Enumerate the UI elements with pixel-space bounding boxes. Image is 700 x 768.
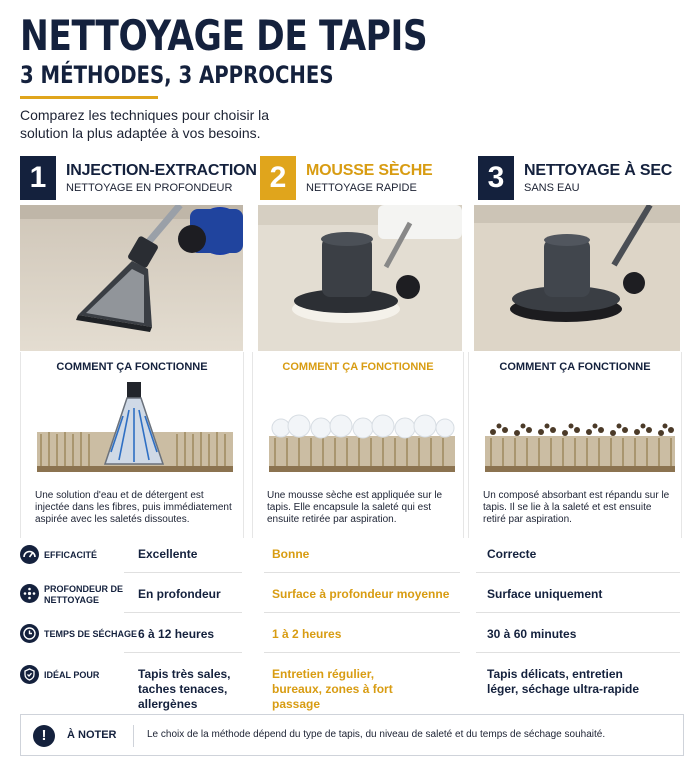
attribute-label: IDÉAL POUR: [44, 670, 100, 680]
attribute-row-sechage: [20, 614, 680, 654]
attribute-value: Entretien régulier, bureaux, zones à fort passage: [272, 667, 393, 711]
note-box: [20, 714, 684, 756]
method-1-subtitle: NETTOYAGE EN PROFONDEUR: [66, 182, 233, 194]
attribute-row-profondeur: [20, 574, 680, 614]
depth-dots-icon: [20, 584, 39, 603]
row-divider: [476, 612, 680, 613]
attribute-value: Bonne: [272, 547, 310, 561]
method-3-title: NETTOYAGE À SEC: [524, 162, 673, 179]
method-3-number: 3: [478, 156, 514, 200]
extraction-wand-icon: [20, 205, 243, 351]
method-2-title: MOUSSE SÈCHE: [306, 162, 433, 179]
row-divider: [124, 612, 242, 613]
attribute-value: 30 à 60 minutes: [487, 627, 577, 641]
method-3-header: [478, 156, 693, 200]
page-subtitle: 3 MÉTHODES, 3 APPROCHES: [20, 61, 334, 89]
attribute-value: 6 à 12 heures: [138, 627, 215, 641]
title-underline: [20, 96, 158, 99]
attribute-value: En profondeur: [138, 587, 221, 601]
method-2-subtitle: NETTOYAGE RAPIDE: [306, 182, 417, 194]
method-3-photo: [474, 205, 680, 351]
gauge-icon: [20, 545, 39, 564]
note-divider: [133, 725, 134, 747]
attribute-value: Tapis délicats, entretien léger, séchage ultra-rapide: [487, 667, 640, 696]
row-divider: [124, 572, 242, 573]
attribute-value: Correcte: [487, 547, 537, 561]
exclamation-icon: !: [33, 725, 55, 747]
method-2-how-title: COMMENT ÇA FONCTIONNE: [282, 361, 434, 373]
method-1-title: INJECTION-EXTRACTION: [66, 162, 257, 179]
foam-machine-icon: [258, 205, 462, 351]
row-divider: [264, 652, 460, 653]
method-3-subtitle: SANS EAU: [524, 182, 580, 194]
method-1-how-title: COMMENT ÇA FONCTIONNE: [56, 361, 208, 373]
method-2-header: [260, 156, 475, 200]
method-2-number: 2: [260, 156, 296, 200]
row-divider: [124, 652, 242, 653]
dry-compound-diagram: [485, 382, 681, 474]
method-1-how-desc: Une solution d'eau et de détergent est injectée dans les fibres, puis immédiatement aspirée avec les saletés dissoutes.: [35, 490, 232, 525]
attribute-row-efficacite: [20, 538, 680, 574]
clock-icon: [20, 624, 39, 643]
attribute-value: Surface à profondeur moyenne: [272, 587, 450, 601]
method-3-how-title: COMMENT ÇA FONCTIONNE: [499, 361, 651, 373]
header: [20, 12, 680, 142]
dry-foam-diagram: [269, 382, 465, 474]
injection-extraction-diagram: [37, 382, 233, 474]
shield-check-icon: [20, 665, 39, 684]
row-divider: [476, 572, 680, 573]
method-2-photo: [258, 205, 462, 351]
intro-text: Comparez les techniques pour choisir la solution la plus adaptée à vos besoins.: [20, 107, 270, 141]
method-2-how-panel: [252, 352, 464, 538]
method-1-how-panel: [20, 352, 244, 538]
method-1-header: [20, 156, 257, 200]
method-1-number: 1: [20, 156, 56, 200]
attribute-value: 1 à 2 heures: [272, 627, 342, 641]
method-2-how-desc: Une mousse sèche est appliquée sur le tapis. Elle encapsule la saleté qui est ensuite retirée par aspiration.: [267, 490, 443, 525]
method-3-how-desc: Un composé absorbant est répandu sur le tapis. Il se lie à la saleté et est ensuite retiré par aspiration.: [483, 490, 670, 525]
note-label: À NOTER: [67, 729, 117, 741]
attribute-label: PROFONDEUR DE NETTOYAGE: [44, 584, 124, 605]
attribute-value: Surface uniquement: [487, 587, 603, 601]
attribute-label: TEMPS DE SÉCHAGE: [44, 629, 138, 639]
method-1-photo: [20, 205, 243, 351]
page-title: NETTOYAGE DE TAPIS: [20, 11, 428, 60]
method-3-how-panel: [468, 352, 682, 538]
note-text: Le choix de la méthode dépend du type de tapis, du niveau de saleté et du temps de séchage souhaité.: [147, 729, 606, 740]
attribute-label: EFFICACITÉ: [44, 550, 97, 560]
attribute-row-ideal: [20, 654, 680, 711]
row-divider: [264, 572, 460, 573]
attribute-value: Tapis très sales, taches tenaces, allergènes: [138, 667, 231, 711]
attribute-value: Excellente: [138, 547, 198, 561]
row-divider: [476, 652, 680, 653]
row-divider: [264, 612, 460, 613]
rotary-brush-machine-icon: [474, 205, 680, 351]
